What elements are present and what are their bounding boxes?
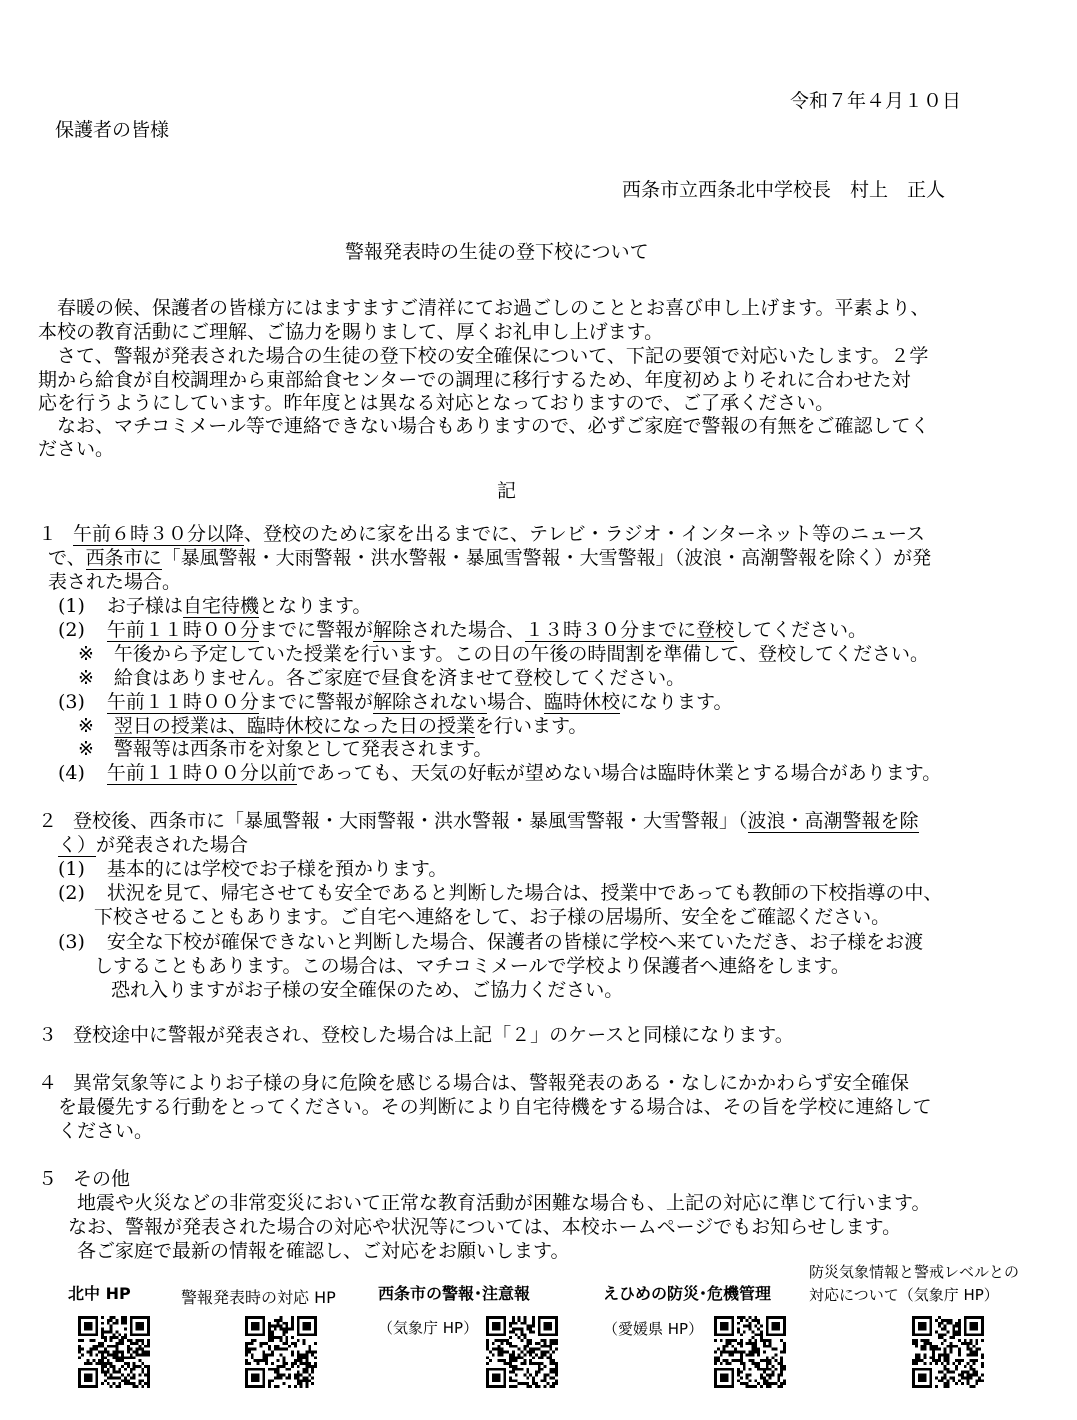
intro-line: さて、警報が発表された場合の生徒の登下校の安全確保について、下記の要領で対応いたします。２学 [57, 345, 929, 367]
qr-code-warning-response-hp[interactable] [245, 1316, 317, 1388]
list-item-cont: 下校させることもあります。ご自宅へ連絡をして、お子様の居場所、安全をご確認ください。 [94, 906, 891, 928]
underlined-text: 午前１１時００分 [106, 619, 259, 641]
qr-label: 西条市の警報･注意報 [378, 1284, 531, 1303]
underlined-text: 臨時休校 [543, 691, 620, 713]
list-item: (3) 安全な下校が確保できないと判断した場合、保護者の皆様に学校へ来ていただき、お子様をお渡 [58, 931, 924, 953]
list-item-cont: 恐れ入りますがお子様の安全確保のため、ご協力ください。 [111, 979, 624, 1001]
note-mark: ※ [78, 667, 94, 689]
list-item: (2) 状況を見て、帰宅させても安全であると判断した場合は、授業中であっても教師の下校指導の中、 [58, 882, 943, 904]
qr-code-icon [78, 1316, 150, 1388]
intro-line: 春暖の候、保護者の皆様方にはますますご清祥にてお過ごしのこととお喜び申し上げます。平素より、 [57, 297, 930, 319]
section-2-line: ２ 登校後、西条市に「暴風警報・大雨警報・洪水警報・暴風雪警報・大雪警報」（波浪・高潮警報を除 [38, 810, 919, 832]
document-title: 警報発表時の生徒の登下校について [345, 241, 649, 263]
list-item: (1) 基本的には学校でお子様を預かります。 [58, 858, 448, 880]
note: ※ 給食はありません。各ご家庭で昼食を済ませて登校してください。 [78, 667, 686, 689]
document-date: 令和７年４月１０日 [790, 90, 962, 112]
item-number: (2) [58, 882, 85, 904]
qr-sublabel: （愛媛県 HP） [603, 1320, 704, 1338]
list-item: (3) 午前１１時００分までに警報が解除されない場合、臨時休校になります。 [58, 691, 733, 713]
list-item-cont: しすることもあります。この場合は、マチコミメールで学校より保護者へ連絡をします。 [94, 955, 850, 977]
section-5-line: 地震や火災などの非常変災において正常な教育活動が困難な場合も、上記の対応に準じて行います。 [77, 1192, 931, 1214]
qr-code-jma-levels[interactable] [912, 1316, 984, 1388]
section-5-line: ５ その他 [38, 1168, 131, 1190]
section-number: ３ [38, 1024, 58, 1046]
note-mark: ※ [78, 738, 94, 760]
item-number: (4) [58, 762, 85, 784]
section-1-line: で、西条市に「暴風警報・大雨警報・洪水警報・暴風雪警報・大雪警報」（波浪・高潮警報を除く）が発 [48, 547, 932, 569]
section-5-line: 各ご家庭で最新の情報を確認し、ご対応をお願いします。 [77, 1240, 570, 1262]
item-number: (2) [58, 619, 85, 641]
section-4-line: を最優先する行動をとってください。その判断により自宅待機をする場合は、その旨を学校に連絡して [58, 1096, 932, 1118]
underlined-text: 午前１１時００分 [106, 691, 259, 713]
section-4-line: ４ 異常気象等によりお子様の身に危険を感じる場合は、警報発表のある・なしにかかわらず安全確保 [38, 1072, 910, 1094]
item-number: (1) [58, 595, 85, 617]
section-1-line: １ 午前６時３０分以降、登校のために家を出るまでに、テレビ・ラジオ・インターネット等のニュース [38, 523, 925, 545]
list-item: (4) 午前１１時００分以前であっても、天気の好転が望めない場合は臨時休業とする場合があります。 [58, 762, 942, 784]
qr-code-saijo-warnings[interactable] [486, 1316, 558, 1388]
section-5-line: なお、警報が発表された場合の対応や状況等については、本校ホームページでもお知らせします。 [68, 1216, 902, 1238]
section-number: ４ [38, 1072, 58, 1094]
qr-sublabel: （気象庁 HP） [378, 1319, 479, 1337]
section-number: ５ [38, 1168, 58, 1190]
underlined-text: く） [58, 834, 97, 856]
section-1-line: 表された場合。 [48, 571, 182, 593]
section-2-line: く）が発表された場合 [58, 834, 249, 856]
qr-code-kitachu-hp[interactable] [78, 1316, 150, 1388]
intro-line: 本校の教育活動にご理解、ご協力を賜りまして、厚くお礼申し上げます。 [38, 321, 664, 343]
note: ※ 午後から予定していた授業を行います。この日の午後の時間割を準備して、登校してください。 [78, 643, 930, 665]
qr-label: えひめの防災･危機管理 [603, 1284, 772, 1303]
section-4-line: ください。 [58, 1120, 154, 1142]
section-number: ２ [38, 810, 58, 832]
note: ※ 警報等は西条市を対象として発表されます。 [78, 738, 493, 760]
underlined-text: 西条市に [85, 547, 162, 569]
underlined-text: 臨時休校になった日の授業 [246, 715, 475, 737]
item-number: (3) [58, 931, 85, 953]
list-item: (1) お子様は自宅待機となります。 [58, 595, 372, 617]
intro-line: 期から給食が自校調理から東部給食センターでの調理に移行するため、年度初めよりそれに合わせた対 [38, 369, 911, 391]
note: ※ 翌日の授業は、臨時休校になった日の授業を行います。 [78, 715, 588, 737]
intro-line: なお、マチコミメール等で連絡できない場合もありますので、必ずご家庭で警報の有無をご確認してく [57, 415, 930, 437]
underlined-text: 自宅待機 [182, 595, 259, 617]
underlined-text: 午前６時３０分以降 [73, 523, 245, 545]
list-item: (2) 午前１１時００分までに警報が解除された場合、１３時３０分までに登校してください。 [58, 619, 868, 641]
qr-label: 北中 HP [68, 1284, 131, 1303]
underlined-text: 午前１１時００分以前 [106, 762, 297, 784]
section-3-line: ３ 登校途中に警報が発表され、登校した場合は上記「２」のケースと同様になります。 [38, 1024, 794, 1046]
intro-line: ださい。 [38, 438, 115, 460]
qr-label: 防災気象情報と警戒レベルとの [809, 1263, 1020, 1281]
note-mark: ※ [78, 715, 94, 737]
qr-code-ehime-bousai[interactable] [714, 1316, 786, 1388]
qr-code-icon [714, 1316, 786, 1388]
item-number: (3) [58, 691, 85, 713]
section-number: １ [38, 523, 58, 545]
underlined-text: 解除されない [372, 691, 487, 713]
qr-code-icon [245, 1316, 317, 1388]
sender: 西条市立西条北中学校長 村上 正人 [622, 179, 946, 201]
note-mark: ※ [78, 643, 94, 665]
underlined-text: 解除 [372, 619, 411, 641]
ki-heading: 記 [497, 480, 517, 502]
qr-label: 警報発表時の対応 HP [181, 1288, 336, 1307]
qr-label: 対応について（気象庁 HP） [809, 1286, 999, 1304]
qr-code-icon [486, 1316, 558, 1388]
underlined-text: 波浪・高潮警報を除 [747, 810, 919, 832]
item-number: (1) [58, 858, 85, 880]
underlined-text: １３時３０分までに登校 [524, 619, 734, 641]
intro-line: 応を行うようにしています。昨年度とは異なる対応となっておりますので、ご了承ください。 [38, 392, 835, 414]
recipient: 保護者の皆様 [55, 119, 170, 141]
qr-code-icon [912, 1316, 984, 1388]
